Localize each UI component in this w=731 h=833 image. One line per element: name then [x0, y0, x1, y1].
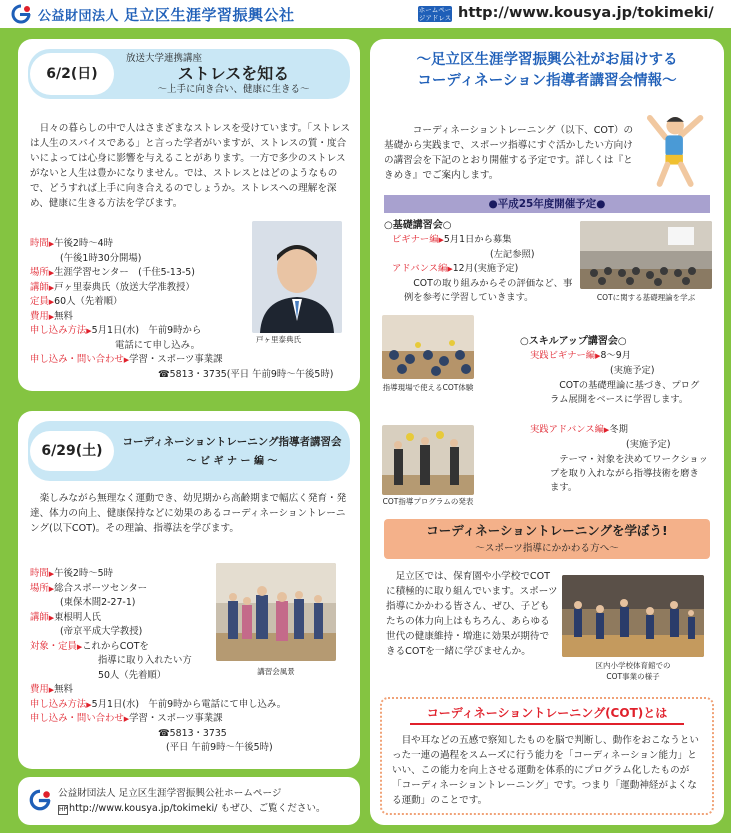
contact-phone: ☎5813・3735: [158, 727, 227, 739]
lecturer-photo-caption: 戸ヶ里泰典氏: [256, 335, 301, 344]
footer-line-2: [58, 802, 326, 815]
cot-experience-caption: 指導現場で使えるCOT体験: [382, 383, 474, 392]
header-url-link[interactable]: http://www.kousya.jp/tokimeki/: [458, 5, 714, 21]
beginner-value: 5月1日から募集: [443, 234, 512, 245]
skill-advance-sub: (実施予定): [626, 438, 671, 450]
what-is-body: 目や耳などの五感で察知したものを脳で判断し、動作をおこなうといった一連の過程をスムーズに行う能力を「コーディネーション能力」といい、この能力を向上させる運動を体系的にプログラム化したものが「コーディネーショントレーニング」です。つまり「運動神経がよくなる運動」のことです。: [392, 735, 699, 806]
event-subtitle: ～ ビ ギ ナ ー 編 ～: [186, 456, 278, 467]
apply-sub: 電話にて申し込み。: [115, 339, 200, 351]
place-label: 場所: [30, 267, 49, 278]
skill-advance-value: 冬期: [609, 424, 628, 435]
time-label: 時間: [30, 238, 49, 249]
cot-program-photo: [382, 425, 474, 495]
apply-value: 5月1日(水) 午前9時から: [91, 325, 202, 336]
place-sub: (東保木間2-27-1): [60, 597, 136, 608]
advance-value: 12月(実施予定): [452, 263, 519, 274]
org-logo-icon: [10, 4, 32, 24]
intro-text: コーディネーショントレーニング（以下、COT）の基礎から実践まで、スポーツ指導にすぐ活かしたい方向けの講習会を下記のとおり開催する予定です。詳しくは『ときめき』でご案内します。: [384, 125, 634, 181]
school-gym-photo: [562, 575, 704, 657]
basic-theory-photo: [580, 221, 712, 289]
contact-phone: ☎5813・3735(平日 午前9時～午後5時): [158, 368, 334, 380]
time-value: 午後2時～4時: [54, 238, 113, 249]
beginner-label: ビギナー編: [392, 234, 439, 245]
time-sub: (午後1時30分開場): [60, 252, 142, 264]
org-logo-icon: [28, 789, 52, 811]
event-date: 6/29(土): [41, 443, 103, 459]
lecturer-value: 東根明人氏: [54, 611, 102, 623]
beginner-sub: (左記参照): [490, 248, 535, 260]
target-sub-2: 50人（先着順）: [98, 669, 167, 681]
hp-icon: HP: [59, 806, 68, 813]
lecturer-label: 講師: [30, 611, 49, 623]
skill-title: ○スキルアップ講習会○: [520, 336, 627, 347]
lecturer-value: 戸ヶ里泰典氏（放送大学准教授）: [54, 281, 195, 293]
capacity-label: 定員: [30, 296, 49, 307]
page-header: [0, 0, 731, 28]
time-label: 時間: [30, 568, 49, 579]
basic-title: ○基礎講習会○: [384, 220, 452, 231]
skill-beginner-value: 8～9月: [600, 350, 631, 361]
event-title: ストレスを知る: [177, 64, 290, 83]
contact-label: 申し込み・問い合わせ: [30, 354, 124, 365]
advance-desc: COTの取り組みからその評価など、事例を参考に学習していきます。: [404, 278, 573, 303]
event-body: 日々の暮らしの中で人はさまざまなストレスを受けています。「ストレスは人生のスパイスである」と言った学者がいますが、ストレスの質・度合いによっては心身に影響を与えることがあります。一方で多少のストレスがないと人生は豊かになりません。では、ストレスとはどのようなもので、どうすれば上手に向き合えるのでしょうか。ストレスへの理解を深め、健康に生きる方法を学びます。: [30, 123, 351, 209]
capacity-value: 60人（先着順）: [54, 296, 123, 307]
event-subtitle: ～上手に向き合い、健康に生きる～: [157, 84, 310, 95]
advance-label: アドバンス編: [392, 263, 448, 274]
fee-label: 費用: [30, 310, 49, 322]
what-is-underline: [410, 723, 684, 725]
event-info: 時間▶午後2時～5時 場所▶総合スポーツセンター (東保木間2-27-1) 講師▶東根明人氏 (帝京平成大学教授) 対象・定員▶これからCOTを 指導に取り入れたい方 50人（先着順） 費用▶無料 申し込み方法▶5月1日(水) 午前9時から電話にて申し込み。 申し込み・問い合わせ▶学習・スポーツ事業課 ☎5813・3735 (平日 午前9時～午後5時): [30, 567, 360, 756]
cot-experience-photo: [382, 315, 474, 379]
stretching-child-icon: [646, 109, 714, 189]
lecturer-label: 講師: [30, 281, 49, 293]
event-card-cot: [18, 411, 360, 769]
event-title: コーディネーショントレーニング指導者講習会: [122, 436, 342, 448]
contact-label: 申し込み・問い合わせ: [30, 713, 124, 724]
apply-value: 5月1日(水) 午前9時から電話にて申し込み。: [91, 698, 287, 710]
cot-info-card: [370, 39, 724, 825]
skill-beginner-desc: COTの基礎理論に基づき、プログラム展開をベースに学習します。: [550, 380, 700, 405]
target-value: これからCOTを: [82, 640, 149, 652]
place-label: 場所: [30, 582, 49, 594]
target-sub-1: 指導に取り入れたい方: [98, 655, 192, 666]
skill-advance-desc: テーマ・対象を決めてワークショップを取り入れながら指導技術を磨きます。: [550, 454, 708, 493]
fee-label: 費用: [30, 684, 49, 695]
seminar-photo-caption: 講習会風景: [257, 667, 295, 676]
skill-advance-label: 実践アドバンス編: [530, 424, 604, 435]
lecturer-photo: [252, 221, 342, 333]
learn-subtitle: ～スポーツ指導にかかわる方へ～: [475, 543, 619, 554]
target-label: 対象・定員: [30, 640, 77, 652]
place-value: 総合スポーツセンター: [54, 582, 148, 594]
event-card-stress: [18, 39, 360, 391]
footer-card: [18, 777, 360, 825]
event-info: 時間▶午後2時～4時 (午後1時30分開場) 場所▶生涯学習センター (千住5-13-5) 講師▶戸ヶ里泰典氏（放送大学准教授） 定員▶60人（先着順） 費用▶無料 申し込み方法▶5月1日(水) 午前9時から 電話にて申し込み。 申し込み・問い合わせ▶学習・スポーツ事業課 ☎5813・3735(平日 午前9時～午後5時): [30, 237, 270, 382]
skill-beginner-sub: (実施予定): [610, 364, 655, 376]
org-name-small: 公益財団法人: [38, 9, 120, 24]
school-gym-caption-1: 区内小学校体育館での: [595, 661, 671, 670]
event-date: 6/2(日): [46, 66, 98, 82]
school-gym-caption-2: COT事業の様子: [606, 672, 660, 681]
lecturer-sub: (帝京平成大学教授): [60, 626, 143, 637]
footer-url-link[interactable]: http://www.kousya.jp/tokimeki/ もぜひ、ご覧ください。: [69, 803, 326, 814]
what-is-title: コーディネーショントレーニング(COT)とは: [426, 706, 668, 720]
schedule-band: ●平成25年度開催予定●: [384, 195, 710, 213]
contact-phone-sub: (平日 午前9時～午後5時): [166, 742, 273, 753]
skill-beginner-label: 実践ビギナー編: [530, 350, 596, 361]
event-body: 楽しみながら無理なく運動でき、幼児期から高齢期まで幅広く発育・発達、体力の向上、健康保持などに効果のあるコーディネーショントレーニング(以下COT)。その理論、指導法を学びます。: [30, 493, 347, 534]
event-series: 放送大学連携講座: [126, 53, 203, 64]
learn-body: 足立区では、保育園や小学校でCOTに積極的に取り組んでいます。スポーツ指導にかかわる皆さん、ぜひ、子どもたちの体力向上はもちろん、あらゆる世代の健康維持・増進に効果が期待できるCOTを一緒に学びませんか。: [386, 571, 558, 657]
place-value: 生涯学習センター (千住5-13-5): [54, 267, 195, 278]
org-name-big: 足立区生涯学習振興公社: [124, 6, 295, 24]
contact-value: 学習・スポーツ事業課: [129, 354, 223, 365]
apply-label: 申し込み方法: [30, 325, 87, 336]
headline-2: コーディネーション指導者講習会情報～: [417, 73, 677, 89]
headline-1: ～足立区生涯学習振興公社がお届けする: [416, 52, 678, 68]
basic-theory-caption: COTに関する基礎理論を学ぶ: [596, 293, 696, 302]
homepage-badge: ホームページアドレス: [418, 6, 452, 22]
basic-info: ビギナー編▶5月1日から募集 (左記参照) アドバンス編▶12月(実施予定): [392, 233, 592, 277]
time-value: 午後2時～5時: [54, 568, 113, 579]
fee-value: 無料: [54, 684, 73, 695]
org-name: [38, 5, 295, 26]
contact-value: 学習・スポーツ事業課: [129, 713, 223, 724]
skill-beginner-info: 実践ビギナー編▶8～9月 (実施予定): [530, 349, 710, 378]
skill-advance-info: 実践アドバンス編▶冬期 (実施予定): [530, 423, 710, 452]
cot-program-caption: COT指導プログラムの発表: [382, 497, 474, 506]
apply-label: 申し込み方法: [30, 698, 87, 710]
fee-value: 無料: [54, 310, 73, 322]
footer-line-1: 公益財団法人 足立区生涯学習振興公社ホームページ: [58, 788, 282, 799]
learn-title: コーディネーショントレーニングを学ぼう!: [426, 523, 668, 538]
seminar-photo: [216, 563, 336, 661]
